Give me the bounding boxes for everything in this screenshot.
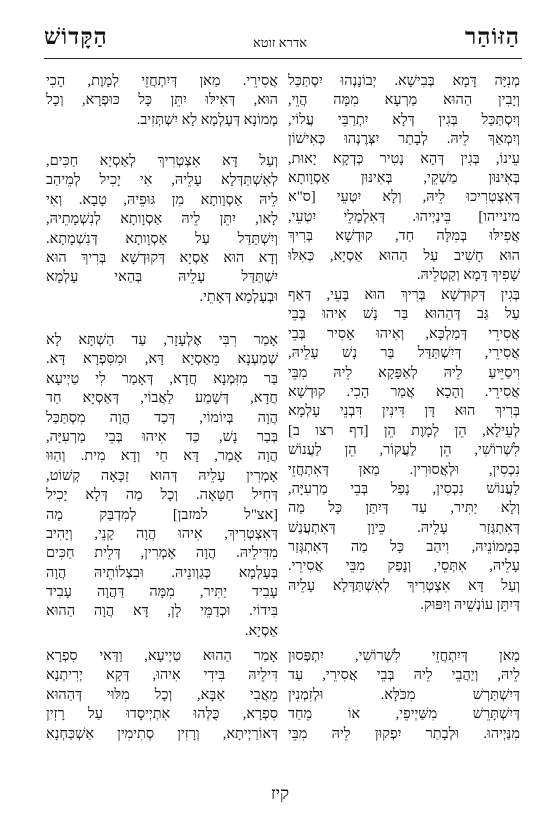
text-line: שָׁפִיךְ דָּמָא וְקַטְלֵיהּ. [416,266,520,283]
text-line: אָמַר הַהוּא טַיְיעָא, וַדַּאי סִפְרָא [46,648,278,664]
paragraph [288,286,520,616]
text-line: וְיָבִין הַהוּא מַרְעָא מִמָּה הֲוֵי, [288,92,520,109]
text-line: עֵינוֹ, בְּגִין דְּהָא נָטִיר כְּדְקָא יָאוּת, [288,150,520,167]
text-line: דְּאִצְטְרִיכוּ לֵיהּ, וְלָא יִטְעֵי [ס"א [288,189,520,206]
text-line: אֲסִירֵי דְּמַלְכָּא, וְאִיהוּ אָסִיר בְּבֵי [288,325,520,342]
text-line: לֵיהּ אַסְוָותָא מִן גּוּפֵיהּ, טָבָא. וְאִי [46,191,278,208]
text-line: נִכְסִין, וּלְאֲסוּרִין. מַאן דְּאִתְחֲזֵי [288,461,520,478]
text-line: הוּא חָשִׁיב עַל הַהוּא אַסְיָא, כְּאִלּוּ [288,247,520,264]
paragraph [46,331,278,641]
text-line: אַסְיָא. [244,622,278,639]
text-line: [אצ"ל למזבן] לְמִדְבַּק מַה [46,506,278,523]
paragraph [46,152,278,307]
text-line: דְּאוֹרַיְיתָא, וְרָזִין סְתִימִין אַשְׁכַּחְנָא [46,725,278,742]
text-line: בְּאִינּוּן מַשְׁקֵי, בְּאִינּוּן אַסְוָותָא [288,169,520,186]
running-header-left: הַקָּדוֹשׁ [44,24,108,49]
text-line: סִפְרָא, כֻּלְּהוּ אִתְיְיסָדוּ עַל רָזִין [46,706,278,723]
text-line: וּבְעָלְמָא דְּאָתֵי. [199,288,278,305]
text-line: וְיִמְאַךְ לֵיהּ. לְבָתַר יִצְּרֶנְהוּ כְּאִישׁוֹן [288,131,520,148]
text-line: חֲדָא, דְּשָׁמַע לַאֲבוֹי, דְּאַסְיָא חַד [46,390,278,407]
paragraph [46,72,278,130]
text-line: עָלֵיהּ, אִתְּסֵי, וְנָפַק מִבֵּי אֲסִירֵי. [288,558,520,575]
text-line: בְּעָלְמָא כְּגַוְונֵיהּ. וּבִצְלוֹתֵיהּ הֲוָה [46,564,278,581]
text-line: דְּאִתְגְּזַר עָלֵיהּ. כֵּיוָן דְּאִתְעֲנַשׁ [288,519,520,536]
paragraph [46,647,278,744]
text-line: עַל גַּב דְּהַהוּא בַּר נָשׁ אִיהוּ בְּבֵי [288,306,520,323]
paragraph [288,647,520,744]
text-line: אֲסִירֵי. וְהָכָא אֲמַר הָכִי. קוּדְשָׁא [288,383,520,400]
text-line: בְּבַר נָשׁ, כַּד אִיהוּ בְּבֵי מַרְעִיָּה, [46,428,278,445]
text-line: הֲוָה אָמַר, דָּא חַי וְדָא מִית. וְהַוּוּ [46,448,278,465]
text-line: דְּחִיל חַטָּאָה. וְכָל מַה דְּלָא יָכִיל [46,487,278,504]
text-line: בְּגִין דְּקוּדְשָׁא בְּרִיךְ הוּא בָּעֵי, דְּאַף [288,287,520,303]
text-line: וְיִשְׁתַּדַּל עַל אַסְוָותָא דְּנִשְׁמָתָא. [46,230,278,247]
running-section-title: אדרא זוטא [252,35,308,50]
text-line: אֲסִירֵי, דְּיִשְׁתַּדַּל בַּר נָשׁ עָלֵיהּ, [288,345,520,362]
text-line: וִיסַיֵּיעַ לֵיהּ לְאַפָּקָא לֵיהּ מִבֵּי [288,364,520,381]
text-line: אֲפִילּוּ בְּמִלָּה חַד, קוּדְשָׁא בְּרִיךְ [288,228,520,245]
text-line: לְאִשְׁתַּדְּלָא עָלֵיהּ, אִי יָכִיל לְמֵיהַב [46,172,278,189]
page-number: קיז [270,784,290,803]
text-line: וְדָא הוּא אַסְיָא דְּקוּדְשָׁא בְּרִיךְ הוּא [46,249,278,266]
text-line: דְּיִשְׁתַּרְשׁ מִכֹּלָּא. וּלְזִמְנִין [288,686,520,703]
text-line: דְּיִשְׁתָּרֵשׁ מִשַּׁיְיפֵי, אוֹ מֵחַד [288,706,520,723]
text-line: מֵאֲבִי אַבָּא, וְכָל מִלּוּי דְּהַהוּא [46,686,278,703]
text-line: בְּרִיךְ הוּא דָּן דִּינִין דִּבְנֵי עָלְמָא [288,403,520,420]
text-line: הֲוָה בְּיוֹמוֹי, דְּכַד הֲוָה מִסְתַּכַּל [46,409,278,426]
text-line: וְלָא יַתִּיר, עַד דְּיִתַּן כָּל מַה [288,500,520,517]
text-line: עָבִיד יַתִּיר, מִמָּה דַּהֲוָה עָבִיד [46,584,278,601]
text-line: אָמְרִין עָלֵיהּ דְּהוּא זַכָּאָה קְשׁוֹט, [46,467,278,484]
text-line: וְיִסְתַּכַּל בְּגִין דְּלָא יִתְרַבֵּי עֲלוֹי, [288,111,520,128]
text-line: לֵיהּ, וְיַהֲבֵי לֵיהּ בְּבֵי אֲסִירֵי, עַד [288,667,520,684]
left-column [46,0,278,840]
text-line: אֲסִירֵי. מַאן דְּיִתְחֲזֵי לְמָוֶת, הָכִי [46,73,278,89]
text-line: מינייהו] בֵּינַיְיהוּ. דְּאִלְמָלֵי יִטְעֵי, [288,208,520,225]
text-line: לָאו, יִתֵּן לֵיהּ אַסְוָותָא לְנִשְׁמָתֵיהּ, [46,211,278,228]
text-line: מִדִּילֵיהּ. הֲוָה אָמְרִין, דְּלֵית חַכִּים [46,545,278,562]
text-line: בְּמָמוֹנֵיהּ, וִיהַב כָּל מַה דְּאִתְגְּזַר [288,539,520,556]
paragraph [288,72,520,285]
text-line: דִּילֵיהּ בִּידִי אִיהוּ, דְּקָא יְרִיתְנָא [46,667,278,684]
text-line: לִשְׁרוֹשִׁי, הֵן לַעֲקוֹר, הֵן לַעֲנוֹשׁ [288,442,520,459]
text-line: וְעַל דָּא אִצְטְרִיךְ לְאִשְׁתַּדְּלָא עָלֵיהּ [288,577,520,594]
text-line: מָמוֹנָא דְּעָלְמָא לָא יִשְׁתְּזִיב. [136,111,278,128]
text-line: שְׁמַעְנָא מֵאַסְיָא דָּא, וּמִסִּפְרָא דָּא. [46,351,278,368]
right-column [288,0,520,840]
text-line: לַעֲנוֹשׁ נִכְסִין, נָפַל בְּבֵי מַרְעִיָּה, [288,480,520,497]
text-line: מִנַּיְיהוּ. וּלְבָתַר יִפְקוּן לֵיהּ מִבֵּי [288,725,520,742]
text-line: דְּאִצְטְרִיךְ, אִיהוּ הֲוָה קָנֵי, וְיָהִיב [46,525,278,542]
text-line: מְנִיָּה דָּמָא בְּבִישָׁא. יְבוֹנָנְהוּ יִסְתַּכַּל [288,73,520,89]
text-line: לְעֵילָא, הֵן לְמָוֶת הֵן [דף רצו ב] [288,422,520,439]
text-line: דְּיִתֵּן עוֹנְשֵׁיהּ וְיִפּוּק. [420,597,520,614]
text-line: הוּא, דְּאִילּוּ יִתֵּן כָּל כּוּפְרָא, וְכָל [46,92,278,109]
text-line: אָמַר רִבִּי אֶלְעָזָר, עַד הַשְׁתָּא לָא [46,332,278,348]
text-line: בִּידוֹי. וּכְדַמֵּי לָן, דָּא הֲוָה הַהוּא [46,603,278,620]
running-header-right: הַזּוֹהַר [464,24,520,49]
text-line: יִשְׁתַּדַּל עָלֵיהּ בְּהַאי עָלְמָא [46,269,278,286]
text-line: מַאן דְּיִתְחֲזֵי לִשְׁרוֹשִׁי, יִתְפְּסוּן [288,648,520,664]
text-line: וְעַל דָּא אִצְטְרִיךְ לְאַסְיָא חַכִּים, [46,153,278,169]
text-line: בַּר מִזִּמְנָא חֲדָא, דְּאָמַר לִי טַיְיעָא [46,370,278,387]
